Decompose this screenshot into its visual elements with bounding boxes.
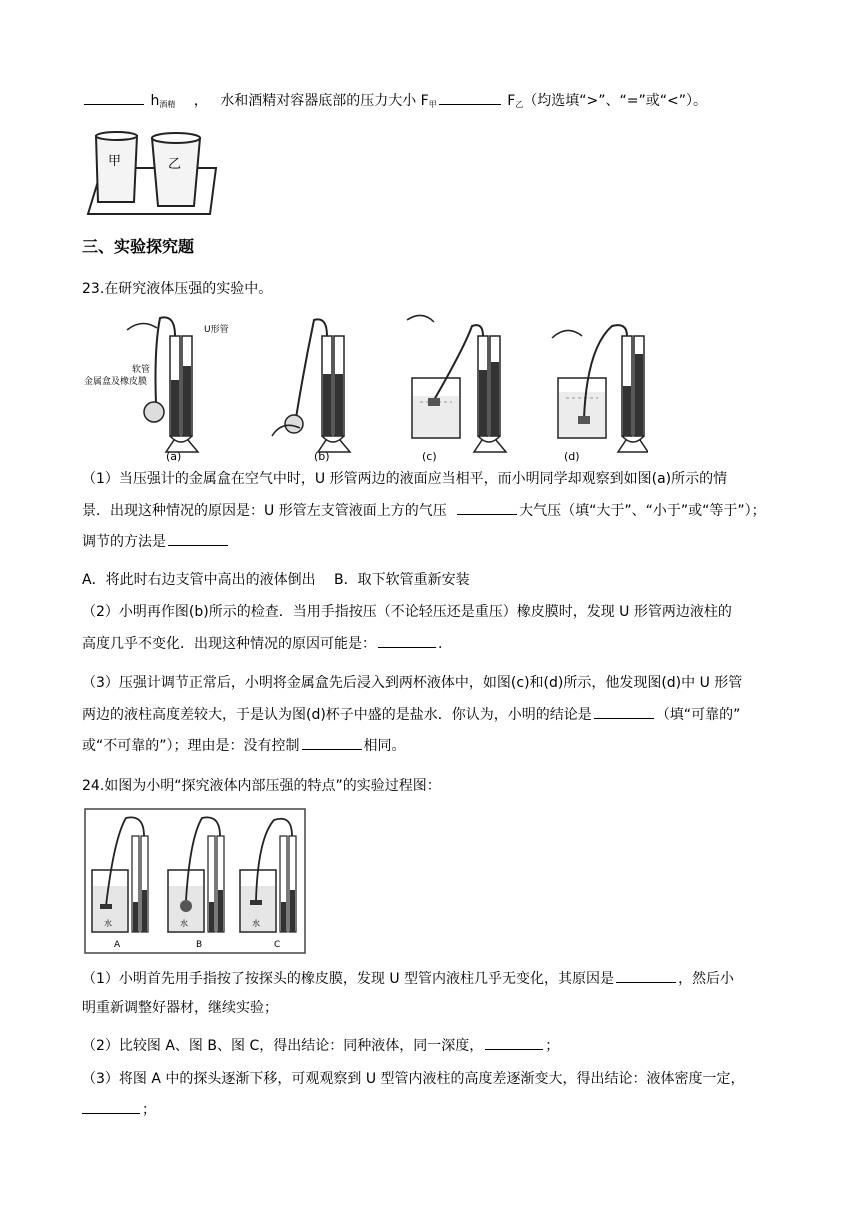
- answer-blank[interactable]: [485, 1035, 543, 1050]
- caption-C: C: [274, 940, 281, 950]
- f-label-2: F: [507, 93, 516, 109]
- water-label-b: 水: [180, 919, 188, 928]
- q23-p1-line2a: 景．出现这种情况的原因是：U 形管左支管液面上方的气压: [82, 503, 447, 519]
- q24-title: 24.如图为小明“探究液体内部压强的特点”的实验过程图：: [82, 778, 441, 794]
- q24-p1-line1: [82, 968, 734, 989]
- answer-blank[interactable]: [302, 735, 362, 750]
- q24-p2-end: ；: [545, 1038, 560, 1054]
- cup-yi: [152, 138, 200, 206]
- q24-p1-line1b: ，然后小: [678, 971, 735, 987]
- apparatus-d: [552, 325, 648, 463]
- caption-B: B: [196, 940, 203, 950]
- h-subscript: 酒精: [159, 100, 176, 109]
- caption-b: (b): [314, 450, 330, 463]
- u-tube-label: U形管: [204, 325, 229, 335]
- apparatus-a: [84, 317, 229, 463]
- q24-p3-line2: [82, 1099, 156, 1120]
- answer-blank[interactable]: [439, 90, 501, 105]
- comma: ，: [193, 93, 208, 109]
- answer-blank[interactable]: [378, 633, 436, 648]
- box-label: 金属盒及橡皮膜: [84, 377, 148, 387]
- force-text: 水和酒精对容器底部的压力大小 F: [220, 93, 429, 109]
- instruction-text: （均选填“>”、“=”或“<”）。: [523, 93, 707, 109]
- caption-c: (c): [422, 450, 437, 463]
- caption-A: A: [114, 940, 121, 950]
- apparatus-b: [272, 319, 350, 463]
- apparatus-c: [407, 315, 506, 463]
- q23-p3-line2b: （填“可靠的”: [655, 707, 741, 723]
- caption-d: (d): [564, 450, 580, 463]
- q23-p1-line3: [82, 531, 230, 552]
- q24-p3-line1: （3）将图 A 中的探头逐渐下移，可观观察到 U 型管内液柱的高度差逐渐变大，得出结论：液体密度一定，: [82, 1071, 745, 1087]
- q23-p3-line3: [82, 735, 406, 756]
- answer-blank[interactable]: [84, 90, 144, 105]
- q24-p2: [82, 1035, 559, 1056]
- q23-p3-line2a: 两边的液柱高度差较大，于是认为图(d)杯子中盛的是盐水．你认为，小明的结论是: [82, 707, 592, 723]
- q23-p1-line3-text: 调节的方法是: [82, 534, 166, 550]
- q23-p3-line3b: 相同。: [363, 738, 406, 754]
- q23-title: 23.在研究液体压强的实验中。: [82, 281, 273, 297]
- q24-p1-line2: 明重新调整好器材，继续实验；: [82, 1000, 278, 1016]
- f-subscript-1: 甲: [428, 100, 437, 109]
- q23-p3-line3a: 或“不可靠的”）；理由是：没有控制: [82, 738, 300, 754]
- answer-blank[interactable]: [457, 500, 517, 515]
- q24-p1-line1a: （1）小明首先用手指按了按探头的橡皮膜，发现 U 型管内液柱几乎无变化，其原因是: [82, 971, 615, 987]
- caption-a: (a): [166, 450, 182, 463]
- water-label-c: 水: [252, 919, 260, 928]
- q23-p3-line2: [82, 704, 740, 725]
- answer-blank[interactable]: [616, 968, 676, 983]
- q23-p2-line2-text: 高度几乎不变化．出现这种情况的原因可能是：: [82, 636, 376, 652]
- q23-p2-line1: （2）小明再作图(b)所示的检查．当用手指按压（不论轻压还是重压）橡皮膜时，发现 U 形管两边液柱的: [82, 604, 732, 620]
- answer-blank[interactable]: [594, 704, 654, 719]
- top-line: [82, 90, 707, 115]
- h-label: h: [150, 93, 160, 109]
- cup-jia-label: 甲: [108, 154, 122, 169]
- q23-p1-line2b: 大气压（填“大于”、“小于”或“等于”）；: [519, 503, 766, 519]
- water-label-a: 水: [104, 919, 112, 928]
- cup-yi-label: 乙: [168, 157, 182, 172]
- cup-jia: [96, 136, 137, 202]
- q24-p3-end: ；: [142, 1102, 156, 1118]
- q23-figure: [82, 308, 648, 463]
- answer-blank[interactable]: [168, 531, 228, 546]
- q24-p2-text: （2）比较图 A、图 B、图 C，得出结论：同种液体，同一深度，: [82, 1038, 484, 1054]
- f-subscript-2: 乙: [515, 100, 524, 109]
- cups-figure: [82, 122, 222, 222]
- q23-p2-end: .: [438, 636, 443, 652]
- q23-p3-line1: （3）压强计调节正常后，小明将金属盒先后浸入到两杯液体中，如图(c)和(d)所示，他发现图(d)中 U 形管: [82, 675, 743, 691]
- q23-p1-line1: （1）当压强计的金属盒在空气中时，U 形管两边的液面应当相平，而小明同学却观察到如图(a)所示的情: [82, 471, 728, 487]
- q23-p2-line2: [82, 633, 442, 654]
- q23-p1-line2: [82, 500, 766, 521]
- section-heading: 三、实验探究题: [82, 237, 195, 256]
- q23-options: A．将此时右边支管中高出的液体倒出 B．取下软管重新安装: [82, 572, 470, 588]
- q24-figure: [84, 808, 306, 954]
- answer-blank[interactable]: [82, 1099, 140, 1114]
- hose-label: 软管: [132, 365, 151, 375]
